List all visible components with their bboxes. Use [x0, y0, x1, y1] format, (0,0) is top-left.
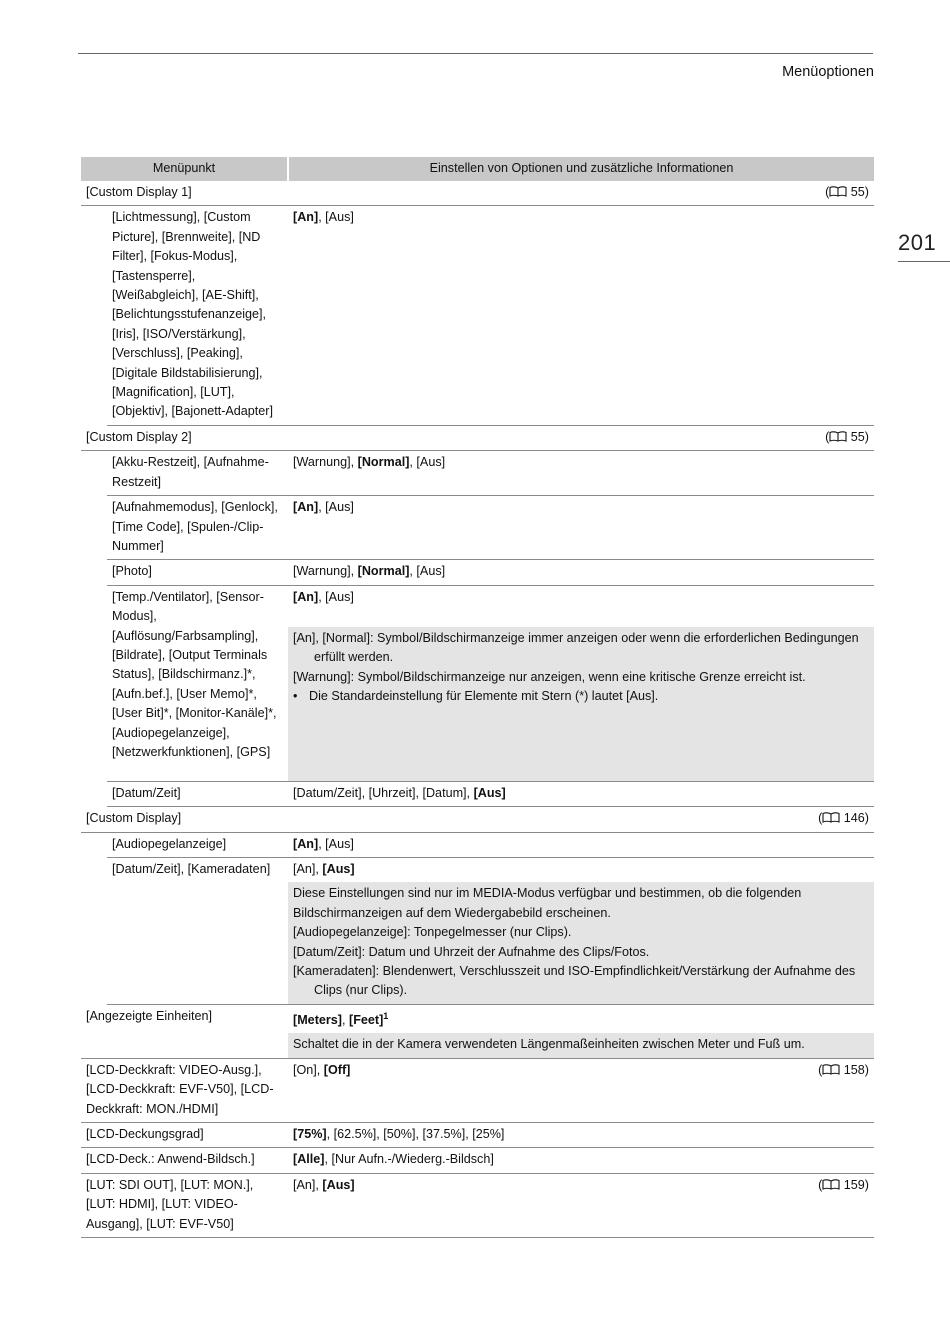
- table-row: [81, 1004, 874, 1058]
- menu-item-title: [LCD-Deck.: Anwend-Bildsch.]: [81, 1148, 288, 1173]
- note-text: [Warnung]: Symbol/Bildschirmanzeige nur anzeigen, wenn eine kritische Grenze erreicht ist.: [293, 669, 806, 684]
- options-cell: [Alle], [Nur Aufn.-/Wiederg.-Bildsch]: [288, 1148, 874, 1173]
- book-icon: [822, 812, 840, 823]
- note-text: Die Standardeinstellung für Elemente mit Stern (*) lautet [Aus].: [309, 688, 659, 703]
- note-text: [Datum/Zeit]: Datum und Uhrzeit der Aufnahme des Clips/Fotos.: [293, 944, 650, 959]
- note-text: Schaltet die in der Kamera verwendeten Längenmaßeinheiten zwischen Meter und Fuß um.: [293, 1037, 805, 1052]
- page-reference[interactable]: ( 158): [818, 1062, 869, 1077]
- note-box: [288, 1033, 874, 1057]
- table-row: [81, 1148, 874, 1173]
- menu-item-title: [LUT: SDI OUT], [LUT: MON.], [LUT: HDMI], [LUT: VIDEO-Ausgang], [LUT: EVF-V50]: [81, 1173, 288, 1237]
- table-row: [81, 1173, 874, 1237]
- menu-items: [Aufnahmemodus], [Genlock], [Time Code], [Spulen-/Clip-Nummer]: [107, 496, 288, 560]
- table-row: [81, 857, 874, 1004]
- menu-items: [Audiopegelanzeige]: [107, 832, 288, 857]
- menu-items: [107, 857, 288, 1004]
- bullet-icon: •: [293, 688, 298, 703]
- table-row: [81, 496, 874, 560]
- options-cell: [Warnung], [Normal], [Aus]: [288, 560, 874, 585]
- menu-items-text: [Temp./Ventilator], [Sensor-Modus], [Auflösung/Farbsampling], [Bildrate], [Output Terminals Status], [Bildschirmanz.]*, [Aufn.bef.], [User Memo]*, [User Bit]*, [Monitor-Kanäle]*, [Audiopegelanzeige], [Netzwerkfunktionen], [GPS]: [112, 589, 277, 759]
- book-icon: [829, 186, 847, 197]
- options-cell: [An], [Aus] ( 159): [288, 1173, 874, 1237]
- options-cell: [Meters], [Feet]$^1$ Schaltet die in der Kamera verwendeten Längenmaßeinheiten zwischen Meter und Fuß um.: [288, 1004, 874, 1058]
- note-text: [An], [Normal]: Symbol/Bildschirmanzeige immer anzeigen oder wenn die erforderlichen Bedingungen erfüllt werden.: [293, 630, 859, 665]
- options-cell: [An], [Aus]: [288, 832, 874, 857]
- note-text: Diese Einstellungen sind nur im MEDIA-Modus verfügbar und bestimmen, ob die folgenden Bildschirmanzeigen auf dem Wiedergabebild erscheinen.: [293, 886, 802, 920]
- section-row: [81, 181, 874, 206]
- section-title: [Custom Display 2]: [86, 429, 192, 444]
- table-row: [81, 560, 874, 585]
- table-row: [81, 1123, 874, 1148]
- menu-items: [Lichtmessung], [Custom Picture], [Brennweite], [ND Filter], [Fokus-Modus], [Tastensperre], [Weißabgleich], [AE-Shift], [Belichtungsstufenanzeige], [Iris], [ISO/Verstärkung], [Verschluss], [Peaking], [Digitale Bildstabilisierung], [Magnification], [LUT], [Objektiv], [Bajonett-Adapter]: [107, 206, 288, 425]
- section-row: [81, 425, 874, 450]
- note-text: [Audiopegelanzeige]: Tonpegelmesser (nur Clips).: [293, 925, 572, 940]
- note-text: [Kameradaten]: Blendenwert, Verschlusszeit und ISO-Empfindlichkeit/Verstärkung der Aufnahme des Clips (nur Clips).: [293, 963, 856, 998]
- menu-items: [Photo]: [107, 560, 288, 585]
- book-icon: [829, 431, 847, 442]
- options-cell: [An], [Aus] Diese Einstellungen sind nur im MEDIA-Modus verfügbar und bestimmen, ob die folgenden Bildschirmanzeigen auf dem Wiedergabebild erscheinen. [Audiopegelanzeige]: Tonpegelmesser (nur Clips). [Datum/Zeit]: Datum und Uhrzeit der Aufnahme des Clips/Fotos. [Kameradaten]: Blendenwert, Verschlusszeit und ISO-Empfindlichkeit/Verstärkung der Aufnahme des Clips (nur Clips).: [288, 857, 874, 1004]
- page-reference[interactable]: ( 146): [818, 811, 869, 826]
- column-header-menu: Menüpunkt: [81, 157, 288, 181]
- note-box: [288, 627, 874, 781]
- page-number: 201: [898, 230, 937, 255]
- table-row: [81, 585, 874, 781]
- options-cell: [An], [Aus] [An], [Normal]: Symbol/Bildschirmanzeige immer anzeigen oder wenn die erforderlichen Bedingungen erfüllt werden. [Warnung]: Symbol/Bildschirmanzeige nur anzeigen, wenn eine kritische Grenze erreicht ist. • Die Standardeinstellung für Elemente mit Stern (*) lautet [Aus].: [288, 585, 874, 781]
- page-reference[interactable]: ( 159): [818, 1177, 869, 1192]
- menu-options-table: [81, 157, 874, 1238]
- table-row: [81, 781, 874, 806]
- menu-item-title: [Angezeigte Einheiten]: [81, 1004, 288, 1058]
- page-reference[interactable]: ( 55): [825, 185, 869, 199]
- table-row: [81, 832, 874, 857]
- menu-items: [107, 585, 288, 781]
- options-cell: [An], [Aus]: [288, 496, 874, 560]
- options-cell: [Datum/Zeit], [Uhrzeit], [Datum], [Aus]: [288, 781, 874, 806]
- footnote-marker: 1: [383, 1010, 389, 1021]
- section-row: [81, 807, 874, 832]
- page-number-rule: [898, 261, 950, 262]
- book-icon: [822, 1179, 840, 1190]
- options-cell: [On], [Off] ( 158): [288, 1058, 874, 1122]
- options-cell: [An], [Aus]: [288, 206, 874, 425]
- section-title: [Custom Display]: [86, 811, 182, 826]
- table-row: [81, 1058, 874, 1122]
- options-cell: [75%], [62.5%], [50%], [37.5%], [25%]: [288, 1123, 874, 1148]
- menu-item-title: [LCD-Deckungsgrad]: [81, 1123, 288, 1148]
- page-header-title: Menüoptionen: [782, 64, 874, 80]
- menu-items: [Akku-Restzeit], [Aufnahme-Restzeit]: [107, 451, 288, 496]
- options-cell: [Warnung], [Normal], [Aus]: [288, 451, 874, 496]
- menu-item-title: [LCD-Deckkraft: VIDEO-Ausg.], [LCD-Deckkraft: EVF-V50], [LCD-Deckkraft: MON./HDMI]: [81, 1058, 288, 1122]
- header-rule: [78, 53, 873, 54]
- note-box: [288, 882, 874, 1003]
- book-icon: [822, 1064, 840, 1075]
- column-header-options: Einstellen von Optionen und zusätzliche Informationen: [288, 157, 874, 181]
- page-reference[interactable]: ( 55): [825, 429, 869, 444]
- menu-items: [Datum/Zeit]: [107, 781, 288, 806]
- menu-items-text: [Datum/Zeit], [Kameradaten]: [112, 861, 271, 876]
- table-row: [81, 206, 874, 425]
- section-title: [Custom Display 1]: [86, 185, 192, 199]
- table-row: [81, 451, 874, 496]
